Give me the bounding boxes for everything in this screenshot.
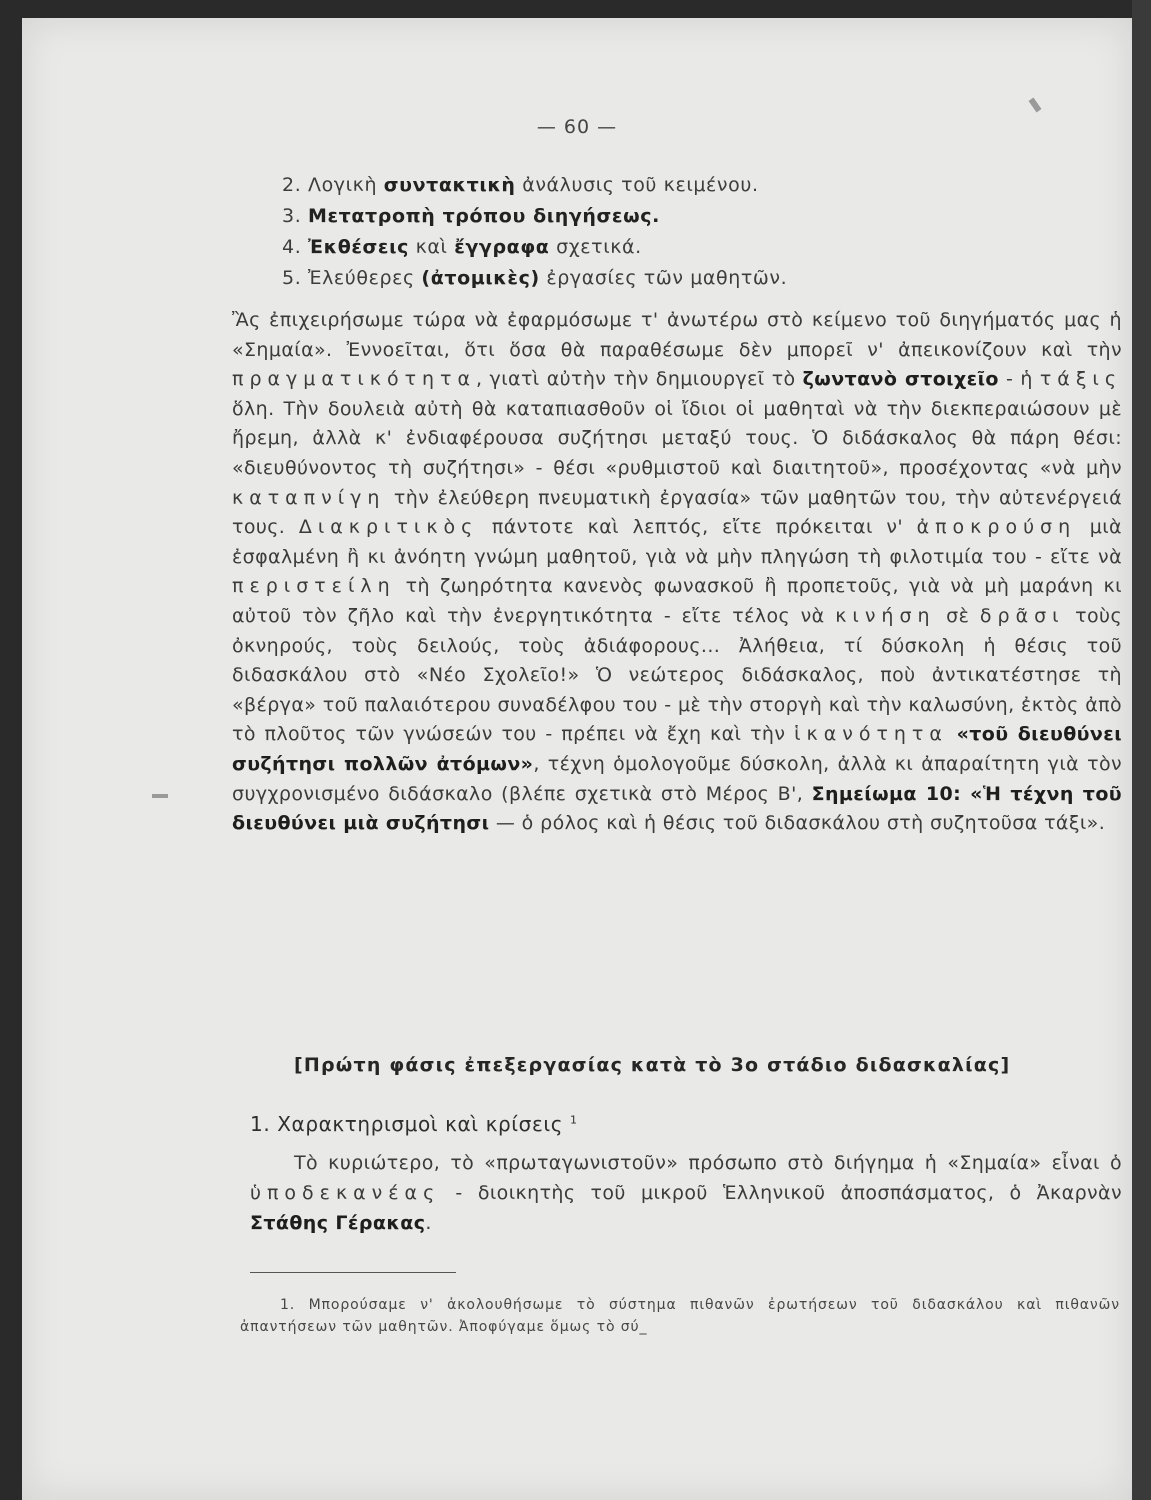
exercise-list [282, 170, 787, 294]
footnote-ref: 1 [570, 1113, 578, 1127]
list-item: 2. Λογικὴ συντακτικὴ ἀνάλυσις τοῦ κειμένου. [282, 174, 759, 196]
scan-edge [1132, 0, 1151, 1500]
list-item: 3. Μετατροπὴ τρόπου διηγήσεως. [282, 205, 660, 227]
margin-mark [152, 794, 168, 798]
margin-mark [1029, 98, 1042, 113]
list-item: 5. Ἐλεύθερες (ἀτομικὲς) ἐργασίες τῶν μαθητῶν. [282, 267, 788, 289]
footnote-divider [250, 1272, 456, 1273]
body-paragraph-2: Τὸ κυριώτερο, τὸ «πρωταγωνιστοῦν» πρόσωπο στὸ διήγημα ἡ «Σημαία» εἶναι ὁ ὑποδεκανέας - διοικητὴς τοῦ μικροῦ Ἑλληνικοῦ ἀποσπάσματος, ὁ Ἀκαρνὰν Στάθης Γέρακας. [250, 1152, 1122, 1234]
footnote: 1. Μπορούσαμε ν' ἀκολουθήσωμε τὸ σύστημα πιθανῶν ἐρωτήσεων τοῦ διδασκάλου καὶ πιθανῶν ἀπαντήσεων τῶν μαθητῶν. Ἀποφύγαμε ὅμως τὸ σύ_ [240, 1297, 1120, 1335]
list-item: 4. Ἐκθέσεις καὶ ἔγγραφα σχετικά. [282, 236, 642, 258]
book-page [22, 18, 1132, 1500]
page-number: — 60 — [536, 116, 618, 138]
section-title: 1. Χαρακτηρισμοὶ καὶ κρίσεις $^1$ [250, 1112, 578, 1136]
stage-heading: [Πρώτη φάσις ἐπεξεργασίας κατὰ τὸ 3ο στάδιο διδασκαλίας] [294, 1054, 1011, 1076]
body-paragraph: Ἂς ἐπιχειρήσωμε τώρα νὰ ἐφαρμόσωμε τ' ἀνωτέρω στὸ κείμενο τοῦ διηγήματός μας ἡ «Σημαία». Ἐννοεῖται, ὅτι ὅσα θὰ παραθέσωμε δὲν μπορεῖ ν' ἀπεικονίζουν καὶ τὴν πραγματικότητα, γιατὶ αὐτὴν τὴν δημιουργεῖ τὸ ζωντανὸ στοιχεῖο - ἡ τάξις ὅλη. Τὴν δουλειὰ αὐτὴ θὰ καταπιασθοῦν οἱ ἴδιοι οἱ μαθηταὶ νὰ τὴν διεκπεραιώσουν μὲ ἤρεμη, ἀλλὰ κ' ἐνδιαφέρουσα συζήτησι μεταξύ τους. Ὁ διδάσκαλος θὰ πάρη θέσι: «διευθύνοντος τὴ συζήτησι» - θέσι «ρυθμιστοῦ καὶ διαιτητοῦ», προσέχοντας «νὰ μὴν καταπνίγη τὴν ἐλεύθερη πνευματικὴ ἐργασία» τῶν μαθητῶν του, τὴν αὐτενέργειά τους. Διακριτικὸς πάντοτε καὶ λεπτός, εἴτε πρόκειται ν' ἀποκρούση μιὰ ἐσφαλμένη ἢ κι ἀνόητη γνώμη μαθητοῦ, γιὰ νὰ μὴν πληγώση τὴ φιλοτιμία του - εἴτε νὰ περιστείλη τὴ ζωηρότητα κανενὸς φωνασκοῦ ἢ προπετοῦς, γιὰ νὰ μὴ μαράνη κι αὐτοῦ τὸν ζῆλο καὶ τὴν ἐνεργητικότητα - εἴτε τέλος νὰ κινήση σὲ δρᾶσι τοὺς ὀκνηρούς, τοὺς δειλούς, τοὺς ἀδιάφορους... Ἀλήθεια, τί δύσκολη ἡ θέσις τοῦ διδασκάλου στὸ «Νέο Σχολεῖο!» Ὁ νεώτερος διδάσκαλος, ποὺ ἀντικατέστησε τὴ «βέργα» τοῦ παλαιότερου συναδέλφου του - μὲ τὴν στοργὴ καὶ τὴν καλωσύνη, ἐκτὸς ἀπὸ τὸ πλοῦτος τῶν γνώσεών του - πρέπει νὰ ἔχη καὶ τὴν ἱκανότητα «τοῦ διευθύνει συζήτησι πολλῶν ἀτόμων», τέχνη ὁμολογοῦμε δύσκολη, ἀλλὰ κι ἀπαραίτητη γιὰ τὸν συγχρονισμένο διδάσκαλο (βλέπε σχετικὰ στὸ Μέρος Β', Σημείωμα 10: «Ἡ τέχνη τοῦ διευθύνει μιὰ συζήτησι — ὁ ρόλος καὶ ἡ θέσις τοῦ διδασκάλου στὴ συζητοῦσα τάξι». [232, 309, 1122, 835]
